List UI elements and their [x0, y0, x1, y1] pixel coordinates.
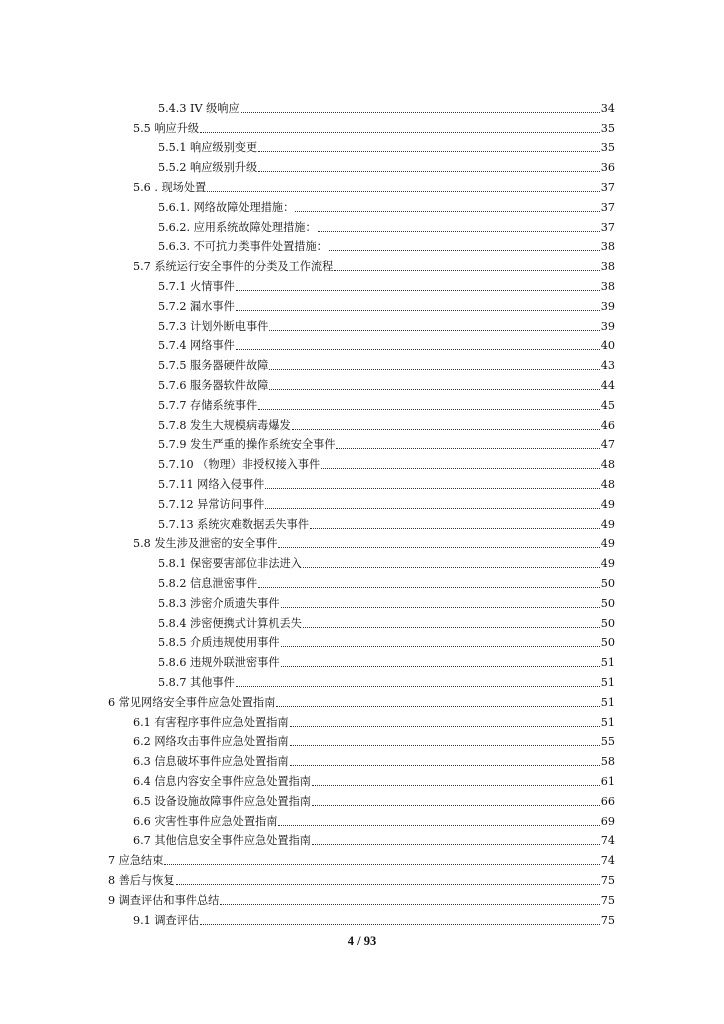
toc-entry[interactable]: [158, 670, 615, 690]
toc-entry-page: 55: [600, 735, 615, 749]
toc-dot-leader: [269, 389, 599, 390]
toc-entry[interactable]: [133, 829, 615, 849]
toc-entry-page: 50: [600, 636, 615, 650]
toc-entry[interactable]: [133, 116, 615, 136]
toc-entry[interactable]: [133, 710, 615, 730]
toc-entry[interactable]: [158, 195, 615, 215]
toc-entry[interactable]: [158, 492, 615, 512]
toc-entry-label: 5.7.1 火情事件: [158, 279, 235, 293]
toc-entry-label: 5.6.3. 不可抗力类事件处置措施：: [158, 240, 328, 254]
toc-entry[interactable]: [158, 611, 615, 631]
toc-dot-leader: [303, 627, 600, 628]
toc-entry-page: 37: [600, 220, 615, 234]
toc-entry[interactable]: [133, 809, 615, 829]
toc-entry-label: 5.7.12 异常访问事件: [158, 497, 265, 511]
toc-dot-leader: [310, 528, 600, 529]
toc-entry-page: 36: [600, 161, 615, 175]
toc-dot-leader: [265, 488, 599, 489]
toc-entry-label: 6.6 灾害性事件应急处置指南: [133, 814, 278, 828]
toc-dot-leader: [258, 587, 600, 588]
toc-entry[interactable]: [158, 136, 615, 156]
toc-entry-page: 49: [600, 517, 615, 531]
toc-entry-page: 40: [600, 339, 615, 353]
toc-entry-page: 49: [600, 497, 615, 511]
toc-entry-page: 74: [600, 854, 615, 868]
toc-entry-label: 5.7 系统运行安全事件的分类及工作流程: [133, 260, 334, 274]
toc-entry-label: 6.1 有害程序事件应急处置指南: [133, 715, 289, 729]
toc-entry[interactable]: [158, 413, 615, 433]
toc-entry[interactable]: [158, 433, 615, 453]
toc-entry[interactable]: [158, 314, 615, 334]
toc-entry-label: 5.5.1 响应级别变更: [158, 141, 258, 155]
toc-entry-label: 5.7.2 漏水事件: [158, 299, 235, 313]
toc-dot-leader: [318, 231, 600, 232]
toc-entry[interactable]: [108, 888, 615, 908]
toc-entry[interactable]: [158, 294, 615, 314]
toc-entry[interactable]: [108, 868, 615, 888]
toc-dot-leader: [329, 250, 600, 251]
toc-entry[interactable]: [158, 235, 615, 255]
toc-dot-leader: [236, 686, 600, 687]
toc-entry-label: 5.8.4 涉密便携式计算机丢失: [158, 616, 302, 630]
toc-dot-leader: [290, 765, 600, 766]
toc-dot-leader: [278, 547, 599, 548]
toc-entry-page: 51: [600, 675, 615, 689]
toc-entry-label: 5.7.6 服务器软件故障: [158, 378, 269, 392]
toc-entry-label: 5.8.6 违规外联泄密事件: [158, 656, 280, 670]
toc-dot-leader: [236, 349, 600, 350]
toc-entry[interactable]: [158, 472, 615, 492]
toc-entry-label: 5.7.5 服务器硬件故障: [158, 359, 269, 373]
toc-entry[interactable]: [133, 175, 615, 195]
toc-entry-page: 50: [600, 596, 615, 610]
toc-entry-page: 38: [600, 240, 615, 254]
toc-entry-label: 5.8.2 信息泄密事件: [158, 576, 258, 590]
toc-entry-page: 50: [600, 576, 615, 590]
toc-entry-label: 5.8.7 其他事件: [158, 675, 235, 689]
toc-entry-page: 75: [600, 893, 615, 907]
toc-entry[interactable]: [133, 789, 615, 809]
toc-dot-leader: [281, 607, 600, 608]
toc-dot-leader: [334, 270, 599, 271]
toc-entry-label: 5.8.1 保密要害部位非法进入: [158, 557, 302, 571]
toc-entry-label: 5.7.13 系统灾难数据丢失事件: [158, 517, 310, 531]
toc-entry-page: 43: [600, 359, 615, 373]
toc-entry-page: 50: [600, 616, 615, 630]
toc-entry-page: 51: [600, 695, 615, 709]
toc-dot-leader: [258, 171, 600, 172]
toc-dot-leader: [200, 132, 600, 133]
toc-entry-label: 5.7.3 计划外断电事件: [158, 319, 269, 333]
toc-entry-label: 5.6.1. 网络故障处理措施：: [158, 200, 295, 214]
toc-dot-leader: [207, 191, 600, 192]
toc-entry[interactable]: [158, 571, 615, 591]
toc-entry-page: 35: [600, 121, 615, 135]
toc-entry[interactable]: [158, 631, 615, 651]
toc-dot-leader: [265, 508, 599, 509]
toc-entry-label: 5.8.5 介质违规使用事件: [158, 636, 280, 650]
toc-dot-leader: [312, 844, 600, 845]
toc-entry-page: 66: [600, 794, 615, 808]
toc-dot-leader: [200, 924, 600, 925]
toc-entry[interactable]: [158, 155, 615, 175]
page-number: 4 / 93: [347, 934, 377, 948]
toc-entry[interactable]: [133, 769, 615, 789]
toc-dot-leader: [303, 567, 600, 568]
toc-entry-page: 37: [600, 180, 615, 194]
toc-entry[interactable]: [133, 254, 615, 274]
toc-dot-leader: [321, 468, 600, 469]
toc-entry[interactable]: [158, 452, 615, 472]
toc-dot-leader: [336, 448, 599, 449]
toc-entry[interactable]: [158, 96, 615, 116]
toc-entry-label: 6.3 信息破坏事件应急处置指南: [133, 755, 289, 769]
toc-entry-page: 58: [600, 755, 615, 769]
toc-entry-page: 49: [600, 537, 615, 551]
toc-dot-leader: [176, 884, 600, 885]
toc-entry-page: 47: [600, 438, 615, 452]
toc-entry-label: 8 善后与恢复: [108, 873, 175, 887]
toc-entry[interactable]: [133, 532, 615, 552]
toc-entry[interactable]: [133, 730, 615, 750]
toc-entry[interactable]: [108, 848, 615, 868]
toc-entry-page: 34: [600, 101, 615, 115]
toc-entry-page: 35: [600, 141, 615, 155]
toc-entry-label: 6 常见网络安全事件应急处置指南: [108, 695, 276, 709]
toc-entry[interactable]: [133, 908, 615, 928]
toc-entry-page: 75: [600, 873, 615, 887]
toc-dot-leader: [292, 429, 600, 430]
toc-dot-leader: [236, 290, 600, 291]
toc-entry[interactable]: [158, 393, 615, 413]
toc-entry[interactable]: [158, 353, 615, 373]
toc-entry-label: 6.2 网络攻击事件应急处置指南: [133, 735, 289, 749]
toc-entry[interactable]: [133, 749, 615, 769]
toc-entry-page: 39: [600, 299, 615, 313]
toc-entry-label: 5.6.2. 应用系统故障处理措施：: [158, 220, 317, 234]
toc-entry-label: 5.6 . 现场处置: [133, 180, 207, 194]
toc-entry[interactable]: [158, 215, 615, 235]
toc-entry-label: 5.7.10 （物理）非授权接入事件: [158, 458, 321, 472]
toc-entry-page: 45: [600, 398, 615, 412]
toc-entry-label: 5.8 发生涉及泄密的安全事件: [133, 537, 278, 551]
toc-dot-leader: [281, 646, 600, 647]
toc-entry-label: 5.7.11 网络入侵事件: [158, 477, 265, 491]
toc-dot-leader: [220, 904, 599, 905]
toc-entry[interactable]: [158, 650, 615, 670]
toc-entry-label: 7 应急结束: [108, 854, 164, 868]
toc-entry-page: 69: [600, 814, 615, 828]
toc-dot-leader: [290, 745, 600, 746]
toc-dot-leader: [269, 330, 599, 331]
toc-entry-label: 5.7.4 网络事件: [158, 339, 235, 353]
toc-entry-label: 5.7.7 存储系统事件: [158, 398, 258, 412]
toc-dot-leader: [258, 409, 600, 410]
toc-entry-label: 6.5 设备设施故障事件应急处置指南: [133, 794, 311, 808]
toc-entry-label: 5.7.8 发生大规模病毒爆发: [158, 418, 291, 432]
toc-entry-label: 6.4 信息内容安全事件应急处置指南: [133, 774, 311, 788]
toc-entry[interactable]: [158, 551, 615, 571]
toc-dot-leader: [312, 785, 600, 786]
toc-entry-page: 61: [600, 774, 615, 788]
toc-entry-page: 74: [600, 834, 615, 848]
toc-dot-leader: [278, 825, 599, 826]
toc-dot-leader: [164, 864, 599, 865]
toc-dot-leader: [241, 112, 600, 113]
toc-dot-leader: [290, 726, 600, 727]
toc-dot-leader: [312, 805, 600, 806]
toc-dot-leader: [258, 151, 600, 152]
toc-entry-page: 49: [600, 557, 615, 571]
toc-entry-label: 5.8.3 涉密介质遗失事件: [158, 596, 280, 610]
toc-entry-label: 6.7 其他信息安全事件应急处置指南: [133, 834, 311, 848]
toc-dot-leader: [269, 369, 599, 370]
toc-entry-page: 48: [600, 458, 615, 472]
toc-entry[interactable]: [158, 591, 615, 611]
toc-entry-label: 5.5.2 响应级别升级: [158, 161, 258, 175]
toc-entry-page: 38: [600, 279, 615, 293]
toc-entry-label: 5.4.3 IV 级响应: [158, 101, 240, 115]
toc-entry-page: 38: [600, 260, 615, 274]
toc-entry-label: 5.7.9 发生严重的操作系统安全事件: [158, 438, 336, 452]
toc-entry-page: 39: [600, 319, 615, 333]
toc-dot-leader: [276, 706, 599, 707]
toc-entry-label: 9 调查评估和事件总结: [108, 893, 220, 907]
toc-entry[interactable]: [158, 274, 615, 294]
toc-entry[interactable]: [158, 373, 615, 393]
toc-entry[interactable]: [158, 512, 615, 532]
toc-entry-page: 75: [600, 913, 615, 927]
toc-entry-label: 5.5 响应升级: [133, 121, 200, 135]
toc-entry-page: 37: [600, 200, 615, 214]
toc-dot-leader: [295, 211, 599, 212]
toc-entry-page: 51: [600, 656, 615, 670]
toc-dot-leader: [281, 666, 600, 667]
toc-entry-page: 48: [600, 477, 615, 491]
toc-entry-page: 46: [600, 418, 615, 432]
toc-dot-leader: [236, 310, 600, 311]
toc-entry[interactable]: [108, 690, 615, 710]
toc-entry-page: 51: [600, 715, 615, 729]
toc-entry-page: 44: [600, 378, 615, 392]
toc-entry[interactable]: [158, 334, 615, 354]
toc-entry-label: 9.1 调查评估: [133, 913, 200, 927]
